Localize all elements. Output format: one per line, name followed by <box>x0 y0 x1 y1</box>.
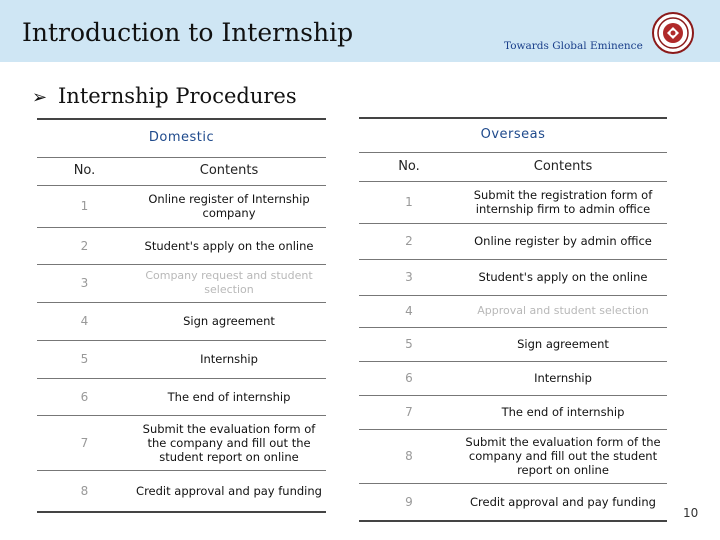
university-seal-icon <box>652 12 694 54</box>
row-contents: Approval and student selection <box>459 295 667 327</box>
row-number: 7 <box>37 415 132 470</box>
row-contents: Submit the evaluation form of the company and fill out the student report on online <box>459 429 667 483</box>
row-contents: Credit approval and pay funding <box>459 483 667 521</box>
table-row <box>37 227 326 264</box>
table-row <box>359 395 667 429</box>
domestic-col-no: No. <box>37 157 132 185</box>
page-number: 10 <box>683 506 699 520</box>
row-number: 2 <box>359 223 459 259</box>
bullet-arrow-icon: ➢ <box>32 87 48 108</box>
row-number: 6 <box>359 361 459 395</box>
overseas-header: Overseas <box>359 118 667 152</box>
row-number: 3 <box>37 264 132 302</box>
table-row <box>37 264 326 302</box>
row-number: 4 <box>359 295 459 327</box>
table-row <box>37 415 326 470</box>
table-row <box>359 223 667 259</box>
row-contents: Submit the evaluation form of the company and fill out the student report on online <box>132 415 326 470</box>
row-number: 2 <box>37 227 132 264</box>
table-row <box>37 185 326 227</box>
row-number: 8 <box>37 470 132 512</box>
table-row <box>359 259 667 295</box>
row-contents: Internship <box>459 361 667 395</box>
section-heading <box>32 84 297 108</box>
page-title: Introduction to Internship <box>22 18 354 47</box>
row-number: 6 <box>37 378 132 415</box>
row-contents: Company request and student selection <box>132 264 326 302</box>
row-number: 5 <box>37 340 132 378</box>
row-contents: Credit approval and pay funding <box>132 470 326 512</box>
section-heading-text: Internship Procedures <box>58 84 297 108</box>
tagline: Towards Global Eminence <box>504 40 643 52</box>
overseas-col-contents: Contents <box>459 152 667 181</box>
table-row <box>37 302 326 340</box>
row-contents: Sign agreement <box>132 302 326 340</box>
table-row <box>359 483 667 521</box>
row-number: 4 <box>37 302 132 340</box>
row-contents: Online register of Internship company <box>132 185 326 227</box>
row-number: 8 <box>359 429 459 483</box>
overseas-col-no: No. <box>359 152 459 181</box>
table-row <box>359 429 667 483</box>
domestic-header: Domestic <box>37 119 326 157</box>
domestic-table <box>37 118 326 513</box>
row-contents: Online register by admin office <box>459 223 667 259</box>
row-number: 3 <box>359 259 459 295</box>
row-contents: Student's apply on the online <box>459 259 667 295</box>
table-row <box>37 340 326 378</box>
row-contents: Internship <box>132 340 326 378</box>
table-row <box>37 470 326 512</box>
overseas-table <box>359 117 667 522</box>
table-row <box>359 181 667 223</box>
row-number: 7 <box>359 395 459 429</box>
table-row <box>37 378 326 415</box>
row-contents: Student's apply on the online <box>132 227 326 264</box>
table-row <box>359 327 667 361</box>
row-contents: Sign agreement <box>459 327 667 361</box>
table-row <box>359 361 667 395</box>
row-contents: The end of internship <box>459 395 667 429</box>
row-number: 1 <box>359 181 459 223</box>
row-contents: Submit the registration form of internship firm to admin office <box>459 181 667 223</box>
table-row <box>359 295 667 327</box>
row-number: 5 <box>359 327 459 361</box>
row-number: 1 <box>37 185 132 227</box>
row-contents: The end of internship <box>132 378 326 415</box>
row-number: 9 <box>359 483 459 521</box>
domestic-col-contents: Contents <box>132 157 326 185</box>
